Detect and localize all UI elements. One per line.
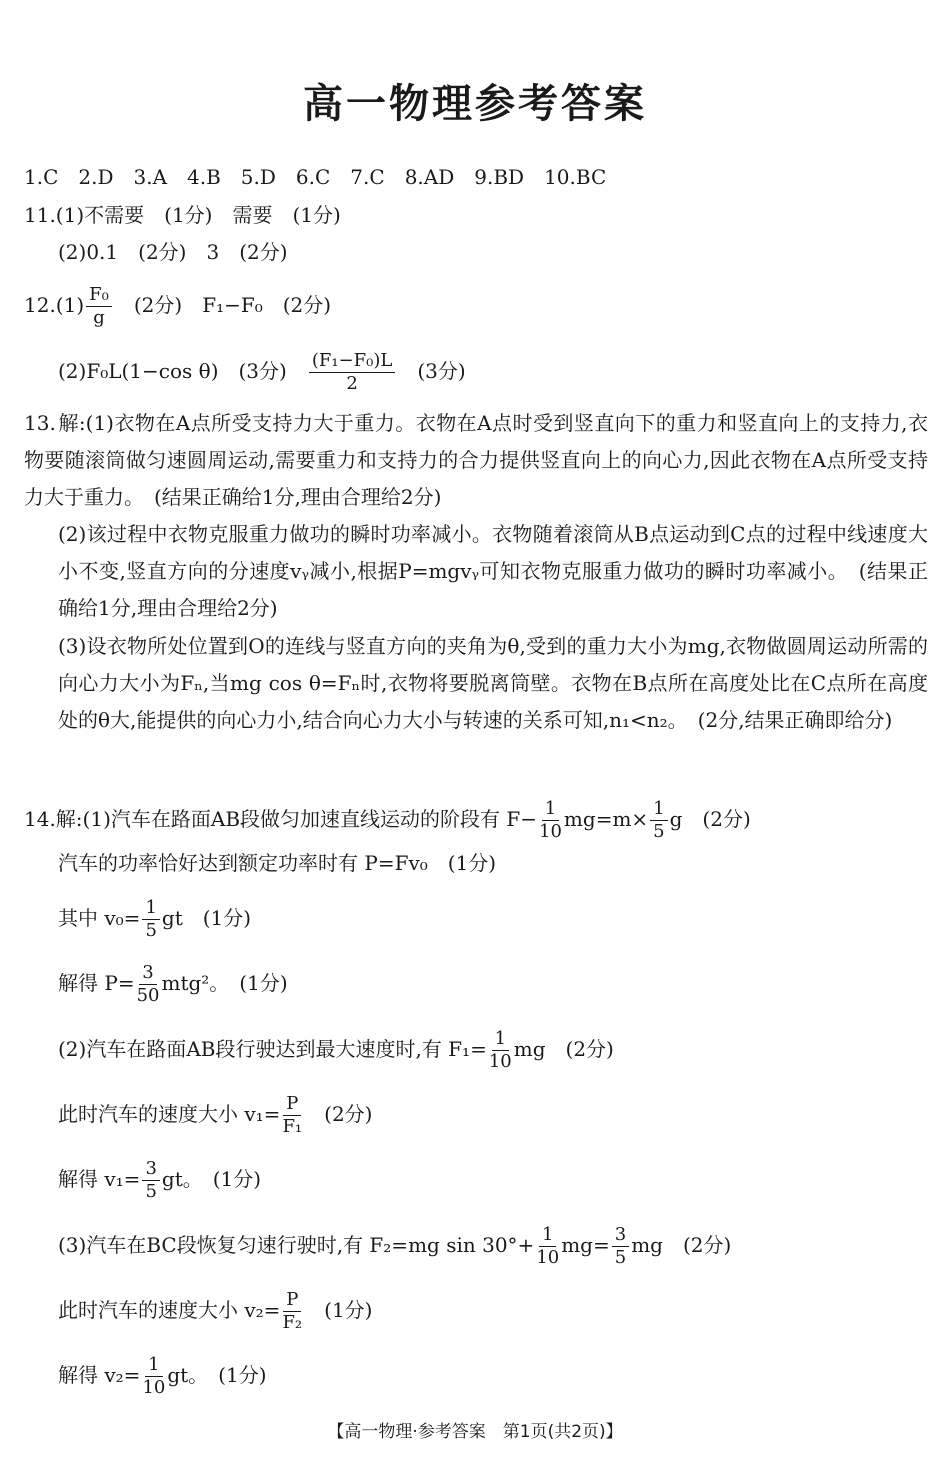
page-footer: 【高一物理·参考答案 第1页(共2页)】	[327, 1422, 623, 1442]
q11-part2: (2)0.1 (2分) 3 (2分)	[58, 240, 288, 264]
fraction: $\frac{P}{\text{F₁}}$	[282, 1093, 303, 1137]
q14-line10: 解得 v₂= $\frac{1}{10}$ gt。 (1分)	[58, 1354, 267, 1398]
fraction: $\frac{1}{10}$	[142, 1354, 166, 1398]
fraction: $\frac{1}{10}$	[536, 1224, 560, 1268]
q14-line6: 此时汽车的速度大小 v₁= $\frac{P}{\text{F₁}}$ (2分)	[58, 1093, 373, 1137]
fraction: $\frac{3}{50}$	[136, 962, 160, 1006]
fraction: $\frac{1}{10}$	[539, 798, 562, 842]
fraction: $\frac{1}{10}$	[488, 1028, 512, 1072]
fraction: $\frac{3}{5}$	[612, 1224, 629, 1269]
q14-line2: 汽车的功率恰好达到额定功率时有 P=Fv₀ (1分)	[58, 851, 497, 875]
q13-part3: (3)设衣物所处位置到O的连线与竖直方向的夹角为θ,受到的重力大小为mg,衣物做圆周运动所需的向心力大小为Fₙ,当mg cos θ=Fₙ时,衣物将要脱离筒壁。衣物在B点所在高度处比在C点所在高度处的θ大,能提供的向心力小,结合向心力大小与转速的关系可知,n₁<n₂。 (2分,结果正确即给分)	[58, 634, 928, 732]
fraction: $\frac{\text{F₀}}{g}$	[86, 284, 112, 329]
fraction: $\frac{1}{5}$	[142, 897, 159, 942]
multiple-choice-answers: 1.C 2.D 3.A 4.B 5.D 6.C 7.C 8.AD 9.BD 10.BC	[24, 165, 607, 189]
q14-line3: 其中 v₀= $\frac{1}{5}$ gt (1分)	[58, 897, 252, 941]
q11-part1: 11.(1)不需要 (1分) 需要 (1分)	[24, 203, 341, 227]
q14-line7: 解得 v₁= $\frac{3}{5}$ gt。 (1分)	[58, 1158, 262, 1202]
q14-line8: (3)汽车在BC段恢复匀速行驶时,有 F₂=mg sin 30°+ $\frac{1}{10}$ mg= $\frac{3}{5}$ mg (2分)	[58, 1224, 732, 1268]
q14-line9: 此时汽车的速度大小 v₂= $\frac{P}{\text{F₂}}$ (1分)	[58, 1289, 373, 1333]
q12-part2: (2)F₀L(1−cos θ) (3分) $\frac{\text{(F₁−F₀)L}}{2}$ (3分)	[58, 350, 466, 394]
fraction: $\frac{\text{(F₁−F₀)L}}{2}$	[309, 350, 396, 395]
q13-part2: (2)该过程中衣物克服重力做功的瞬时功率减小。衣物随着滚筒从B点运动到C点的过程中线速度大小不变,竖直方向的分速度vᵧ减小,根据P=mgvᵧ可知衣物克服重力做功的瞬时功率减小。 (结果正确给1分,理由合理给2分)	[58, 522, 928, 620]
q14-line4: 解得 P= $\frac{3}{50}$ mtg²。 (1分)	[58, 962, 288, 1006]
q14-line1: 14.解:(1)汽车在路面AB段做匀加速直线运动的阶段有 F− $\frac{1}{10}$ mg=m× $\frac{1}{5}$ g (2分)	[24, 798, 751, 842]
page-title: 高一物理参考答案	[303, 81, 647, 127]
q14-line5: (2)汽车在路面AB段行驶达到最大速度时,有 F₁= $\frac{1}{10}$ mg (2分)	[58, 1028, 614, 1072]
q13-part1: 13. 解:(1)衣物在A点所受支持力大于重力。衣物在A点时受到竖直向下的重力和竖直向上的支持力,衣物要随滚筒做匀速圆周运动,需要重力和支持力的合力提供竖直向上的向心力,因此衣物在A点所受支持力大于重力。 (结果正确给1分,理由合理给2分)	[24, 411, 928, 509]
fraction: $\frac{3}{5}$	[142, 1158, 159, 1203]
fraction: $\frac{P}{\text{F₂}}$	[282, 1289, 303, 1333]
fraction: $\frac{1}{5}$	[650, 798, 667, 843]
q12-part1: 12.(1) $\frac{\text{F₀}}{g}$ (2分) F₁−F₀ (2分)	[24, 284, 332, 328]
